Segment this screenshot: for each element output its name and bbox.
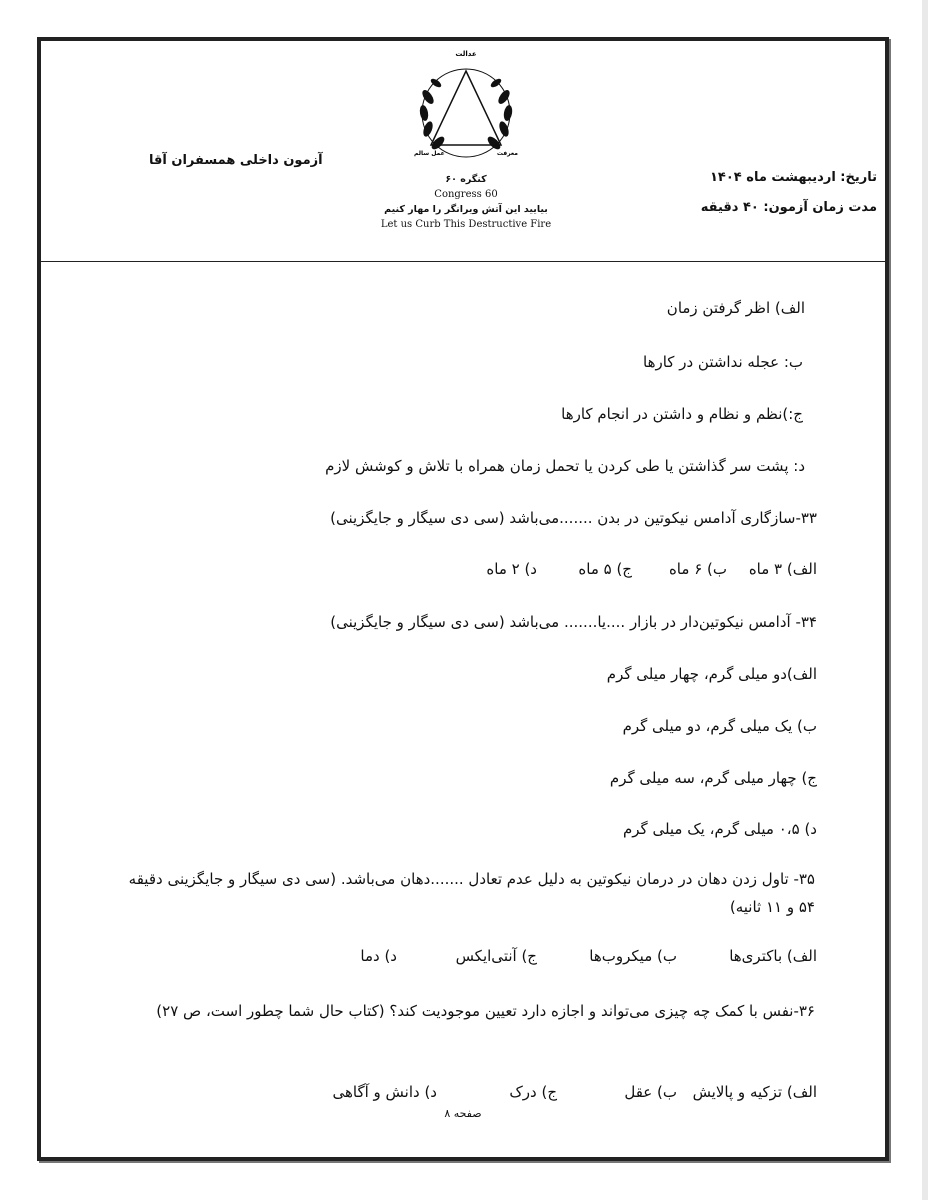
option-c: ج) آنتی‌ایکس — [455, 947, 537, 965]
option-c: ج) ۵ ماه — [578, 560, 632, 578]
option-a: الف) ۳ ماه — [748, 560, 817, 578]
congress-emblem-icon — [406, 47, 526, 172]
logo-left-word: عمل سالم — [414, 150, 445, 157]
option-line: ج:)نظم و نظام و داشتن در انجام کارها — [561, 405, 803, 423]
page-number: صفحه ۸ — [444, 1107, 482, 1120]
option-a: الف) تزکیه و پالایش — [692, 1083, 817, 1101]
option-d: د) ۲ ماه — [486, 560, 537, 578]
exam-duration: مدت زمان آزمون: ۴۰ دقیقه — [700, 200, 877, 215]
option-c: ج) چهار میلی گرم، سه میلی گرم — [609, 769, 817, 787]
option-b: ب) میکروب‌ها — [589, 947, 677, 965]
page-header — [41, 41, 885, 262]
option-d: د) دانش و آگاهی — [332, 1083, 437, 1101]
congress-name-fa: کنگره ۶۰ — [445, 174, 487, 185]
question-34: ۳۴- آدامس نیکوتین‌دار در بازار ....یا....... می‌باشد (سی دی سیگار و جایگزینی) — [330, 613, 817, 631]
congress-logo — [366, 47, 566, 232]
option-b: ب) عقل — [624, 1083, 677, 1101]
logo-right-word: معرفت — [496, 150, 518, 157]
option-b: ب) یک میلی گرم، دو میلی گرم — [622, 717, 817, 735]
congress-name-en: Congress 60 — [434, 189, 498, 200]
options-33 — [457, 560, 817, 578]
exam-title: آزمون داخلی همسفران آقا — [149, 153, 323, 168]
logo-top-word: عدالت — [455, 50, 477, 58]
options-35 — [337, 947, 817, 965]
option-d: د) ۰،۵ میلی گرم، یک میلی گرم — [622, 820, 817, 838]
slogan-en: Let us Curb This Destructive Fire — [380, 219, 552, 230]
slogan-fa: بیایید این آتش ویرانگر را مهار کنیم — [384, 204, 548, 215]
question-35: ۳۵- تاول زدن دهان در درمان نیکوتین به دلیل عدم تعادل .......دهان می‌باشد. (سی دی سیگار و جایگزینی دقیقه ۵۴ و ۱۱ ثانیه) — [128, 870, 815, 916]
option-b: ب) ۶ ماه — [668, 560, 727, 578]
option-line: د: پشت سر گذاشتن یا طی کردن یا تحمل زمان همراه با تلاش و کوشش لازم — [325, 457, 805, 475]
option-a: الف)دو میلی گرم، چهار میلی گرم — [606, 665, 817, 683]
option-line: ب: عجله نداشتن در کارها — [643, 353, 803, 371]
exam-page — [37, 37, 889, 1161]
option-c: ج) درک — [509, 1083, 557, 1101]
exam-date: تاریخ: اردیبهشت ماه ۱۴۰۴ — [710, 170, 877, 185]
page-edge — [922, 0, 928, 1200]
exam-info — [701, 163, 877, 223]
options-36 — [317, 1083, 817, 1101]
question-36: ۳۶-نفس با کمک چه چیزی می‌تواند و اجازه دارد تعیین موجودیت کند؟ (کتاب حال شما چطور است، ص ۲۷) — [156, 1002, 815, 1020]
option-d: د) دما — [360, 947, 397, 965]
question-33: ۳۳-سازگاری آدامس نیکوتین در بدن .......می‌باشد (سی دی سیگار و جایگزینی) — [330, 509, 817, 527]
option-line: الف) اظر گرفتن زمان — [666, 299, 805, 317]
option-a: الف) باکتری‌ها — [729, 947, 817, 965]
